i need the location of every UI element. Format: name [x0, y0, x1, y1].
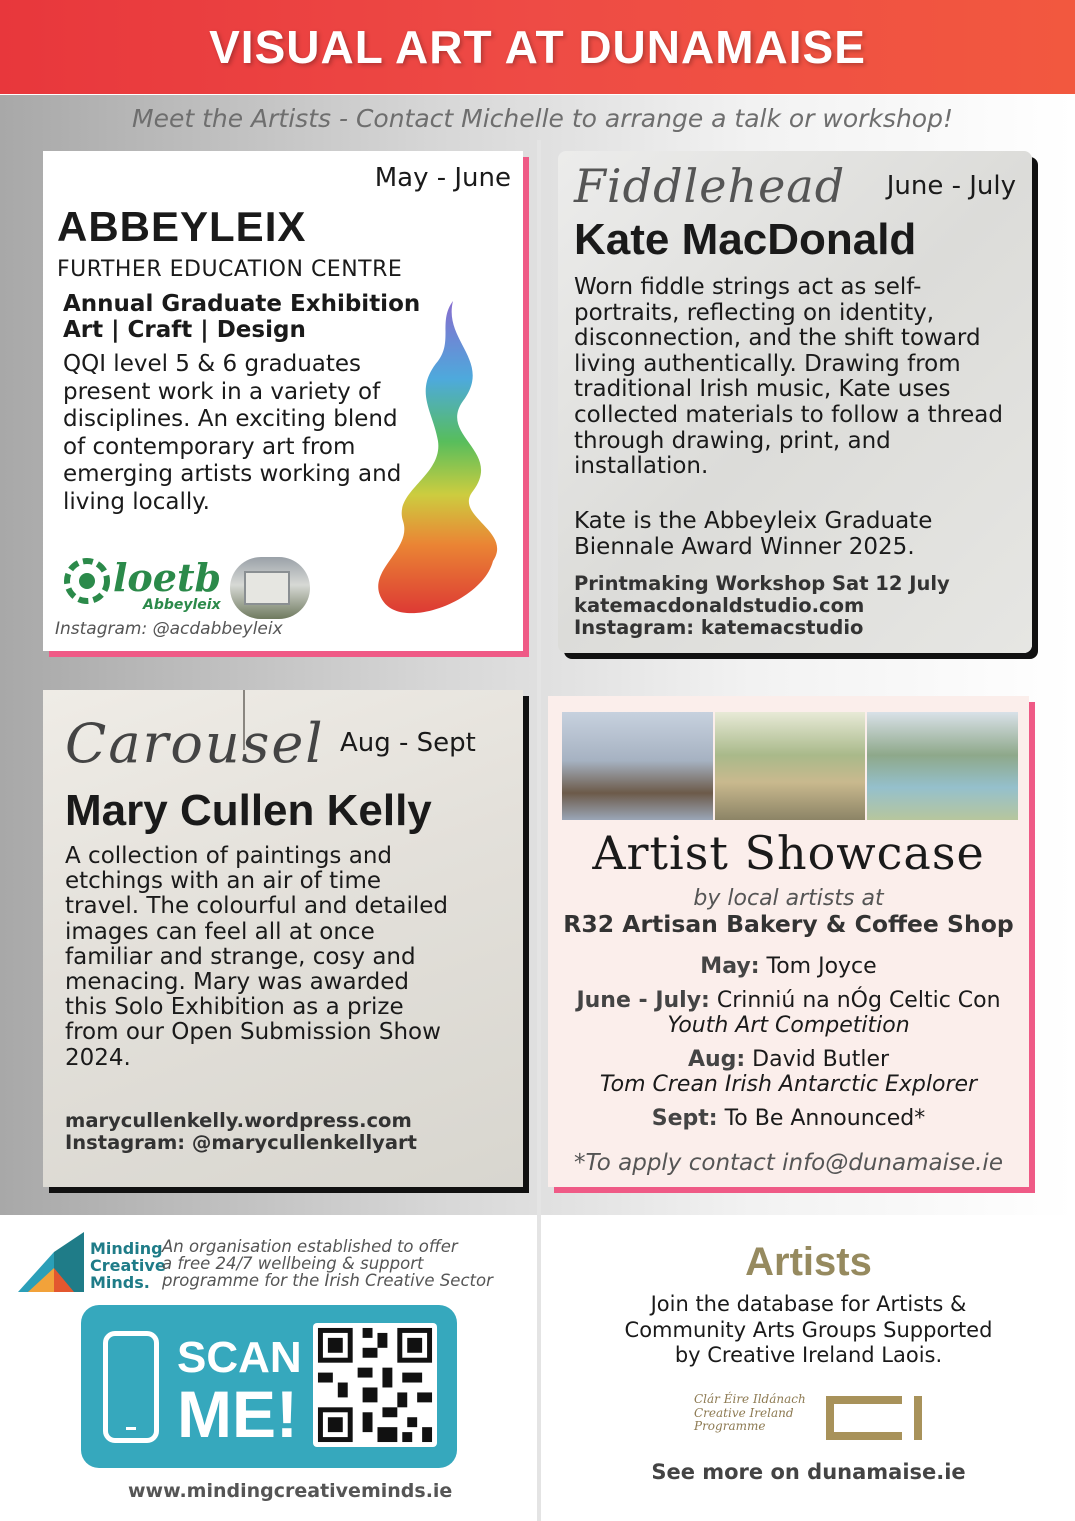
- abbeyleix-instagram: Instagram: @acdabbeyleix: [55, 619, 283, 639]
- mcm-url[interactable]: www.mindingcreativeminds.ie: [128, 1480, 453, 1502]
- creative-ireland-logo-icon: [822, 1392, 926, 1444]
- abbeyleix-org-sub: FURTHER EDUCATION CENTRE: [57, 257, 403, 282]
- abbeyleix-dates: May - June: [374, 163, 511, 193]
- schedule-artist: Tom Joyce: [766, 954, 877, 979]
- fiddlehead-website[interactable]: katemacdonaldstudio.com: [574, 594, 865, 617]
- carousel-dates: Aug - Sept: [340, 728, 476, 758]
- showcase-card: [548, 696, 1029, 1187]
- schedule-subtitle: Youth Art Competition: [667, 1013, 910, 1038]
- painting-strip: [562, 712, 1018, 820]
- fiddlehead-workshop: Printmaking Workshop Sat 12 July: [574, 572, 950, 595]
- painting-garden-pond: [867, 712, 1018, 820]
- abbeyleix-org: ABBEYLEIX: [57, 203, 307, 250]
- qr-code-icon[interactable]: [313, 1323, 437, 1447]
- ci-line: Creative Ireland: [694, 1405, 794, 1420]
- showcase-venue: R32 Artisan Bakery & Coffee Shop: [563, 910, 1014, 938]
- scan-me-text: [177, 1333, 302, 1451]
- loetb-place: Abbeyleix: [143, 597, 221, 613]
- fiddlehead-artist: Kate MacDonald: [574, 215, 917, 264]
- carousel-artist: Mary Cullen Kelly: [65, 786, 432, 835]
- carousel-description: A collection of paintings and etchings with an air of time travel. The colourful and detailed images can feel all at once familiar and strange, cosy and menacing. Mary was awarded this Solo Exhibition as a prize from our Open Submission Show 2024.: [65, 843, 448, 1071]
- schedule-row: [548, 1047, 1029, 1097]
- column-divider: [537, 140, 541, 1521]
- painting-street-scene: [562, 712, 713, 820]
- artists-description: [542, 1292, 1075, 1369]
- fiddlehead-award: Kate is the Abbeyleix Graduate Biennale Award Winner 2025.: [574, 508, 933, 560]
- showcase-apply[interactable]: *To apply contact info@dunamaise.ie: [574, 1150, 1003, 1176]
- fiddlehead-dates: June - July: [886, 171, 1016, 201]
- carousel-instagram[interactable]: Instagram: @marycullenkellyart: [65, 1131, 417, 1154]
- carousel-links: [65, 1110, 417, 1154]
- abbeyleix-description: QQI level 5 & 6 graduates present work in a variety of disciplines. An exciting blend of contemporary art from emerging artists working and living locally.: [63, 351, 402, 515]
- creative-ireland-text: [694, 1393, 806, 1434]
- artists-line: by Creative Ireland Laois.: [674, 1343, 943, 1367]
- loetb-swirl-icon: [63, 557, 111, 605]
- building-photo: [230, 557, 310, 619]
- page-title: VISUAL ART AT DUNAMAISE: [209, 21, 866, 73]
- showcase-by: by local artists at: [693, 886, 884, 911]
- painting-country-road: [715, 712, 866, 820]
- fiddlehead-show-title: Fiddlehead: [574, 159, 846, 213]
- artists-line: Community Arts Groups Supported: [624, 1317, 993, 1342]
- ink-plume-image: [343, 301, 523, 641]
- schedule-subtitle: Tom Crean Irish Antarctic Explorer: [599, 1072, 978, 1097]
- scan-me-panel[interactable]: [81, 1305, 457, 1468]
- schedule-row: [548, 954, 1029, 979]
- artists-heading: Artists: [745, 1240, 872, 1284]
- carousel-website[interactable]: marycullenkelly.wordpress.com: [65, 1109, 412, 1132]
- exhibition-line-2: Art | Craft | Design: [63, 317, 306, 343]
- fiddlehead-instagram[interactable]: Instagram: katemacstudio: [574, 616, 864, 639]
- mcm-name-line: Creative: [90, 1256, 166, 1275]
- carousel-show-title: Carousel: [65, 712, 325, 775]
- schedule-row: [548, 988, 1029, 1038]
- schedule-month: Aug:: [687, 1047, 746, 1072]
- mcm-desc-line: programme for the Irish Creative Sector: [162, 1271, 493, 1290]
- mcm-name-line: Minding: [90, 1239, 163, 1258]
- me-line: ME!: [177, 1377, 298, 1451]
- phone-icon: [103, 1331, 159, 1443]
- mcm-desc-line: a free 24/7 wellbeing & support: [162, 1254, 424, 1273]
- showcase-title: Artist Showcase: [592, 826, 985, 880]
- scan-line: SCAN: [177, 1333, 302, 1382]
- showcase-schedule: [548, 954, 1029, 1140]
- mcm-description: [162, 1238, 493, 1289]
- schedule-artist: David Butler: [752, 1047, 890, 1072]
- mcm-name: [90, 1240, 166, 1291]
- fiddlehead-links: [574, 573, 950, 639]
- exhibition-line-1: Annual Graduate Exhibition: [63, 291, 421, 317]
- schedule-artist: To Be Announced*: [724, 1106, 926, 1131]
- schedule-month: Sept:: [651, 1106, 718, 1131]
- carousel-card: [43, 690, 523, 1187]
- loetb-wordmark: loetb: [113, 555, 222, 600]
- ci-line: Clár Éire Ildánach: [694, 1392, 806, 1406]
- schedule-month: May:: [700, 954, 760, 979]
- see-more-link[interactable]: See more on dunamaise.ie: [651, 1460, 966, 1484]
- abbeyleix-card: [43, 151, 523, 651]
- loetb-logo: [63, 555, 223, 615]
- minding-creative-minds-logo-icon: [18, 1232, 90, 1292]
- schedule-row: [548, 1106, 1029, 1131]
- fiddlehead-description: Worn fiddle strings act as self-portraits, reflecting on identity, disconnection, and the shift toward living authentically. Drawing from traditional Irish music, Kate uses collected materials to follow a thread through drawing, print, and installation.: [574, 274, 1004, 480]
- artists-line: Join the database for Artists &: [650, 1292, 967, 1316]
- schedule-month: June - July:: [576, 988, 710, 1013]
- ci-line: Programme: [694, 1419, 766, 1433]
- fiddlehead-card: [558, 151, 1032, 653]
- header-banner: [0, 0, 1075, 94]
- mcm-desc-line: An organisation established to offer: [162, 1237, 458, 1256]
- mcm-name-line: Minds.: [90, 1273, 150, 1292]
- tagline: Meet the Artists - Contact Michelle to arrange a talk or workshop!: [132, 104, 953, 133]
- schedule-artist: Crinniú na nÓg Celtic Con: [716, 988, 1001, 1013]
